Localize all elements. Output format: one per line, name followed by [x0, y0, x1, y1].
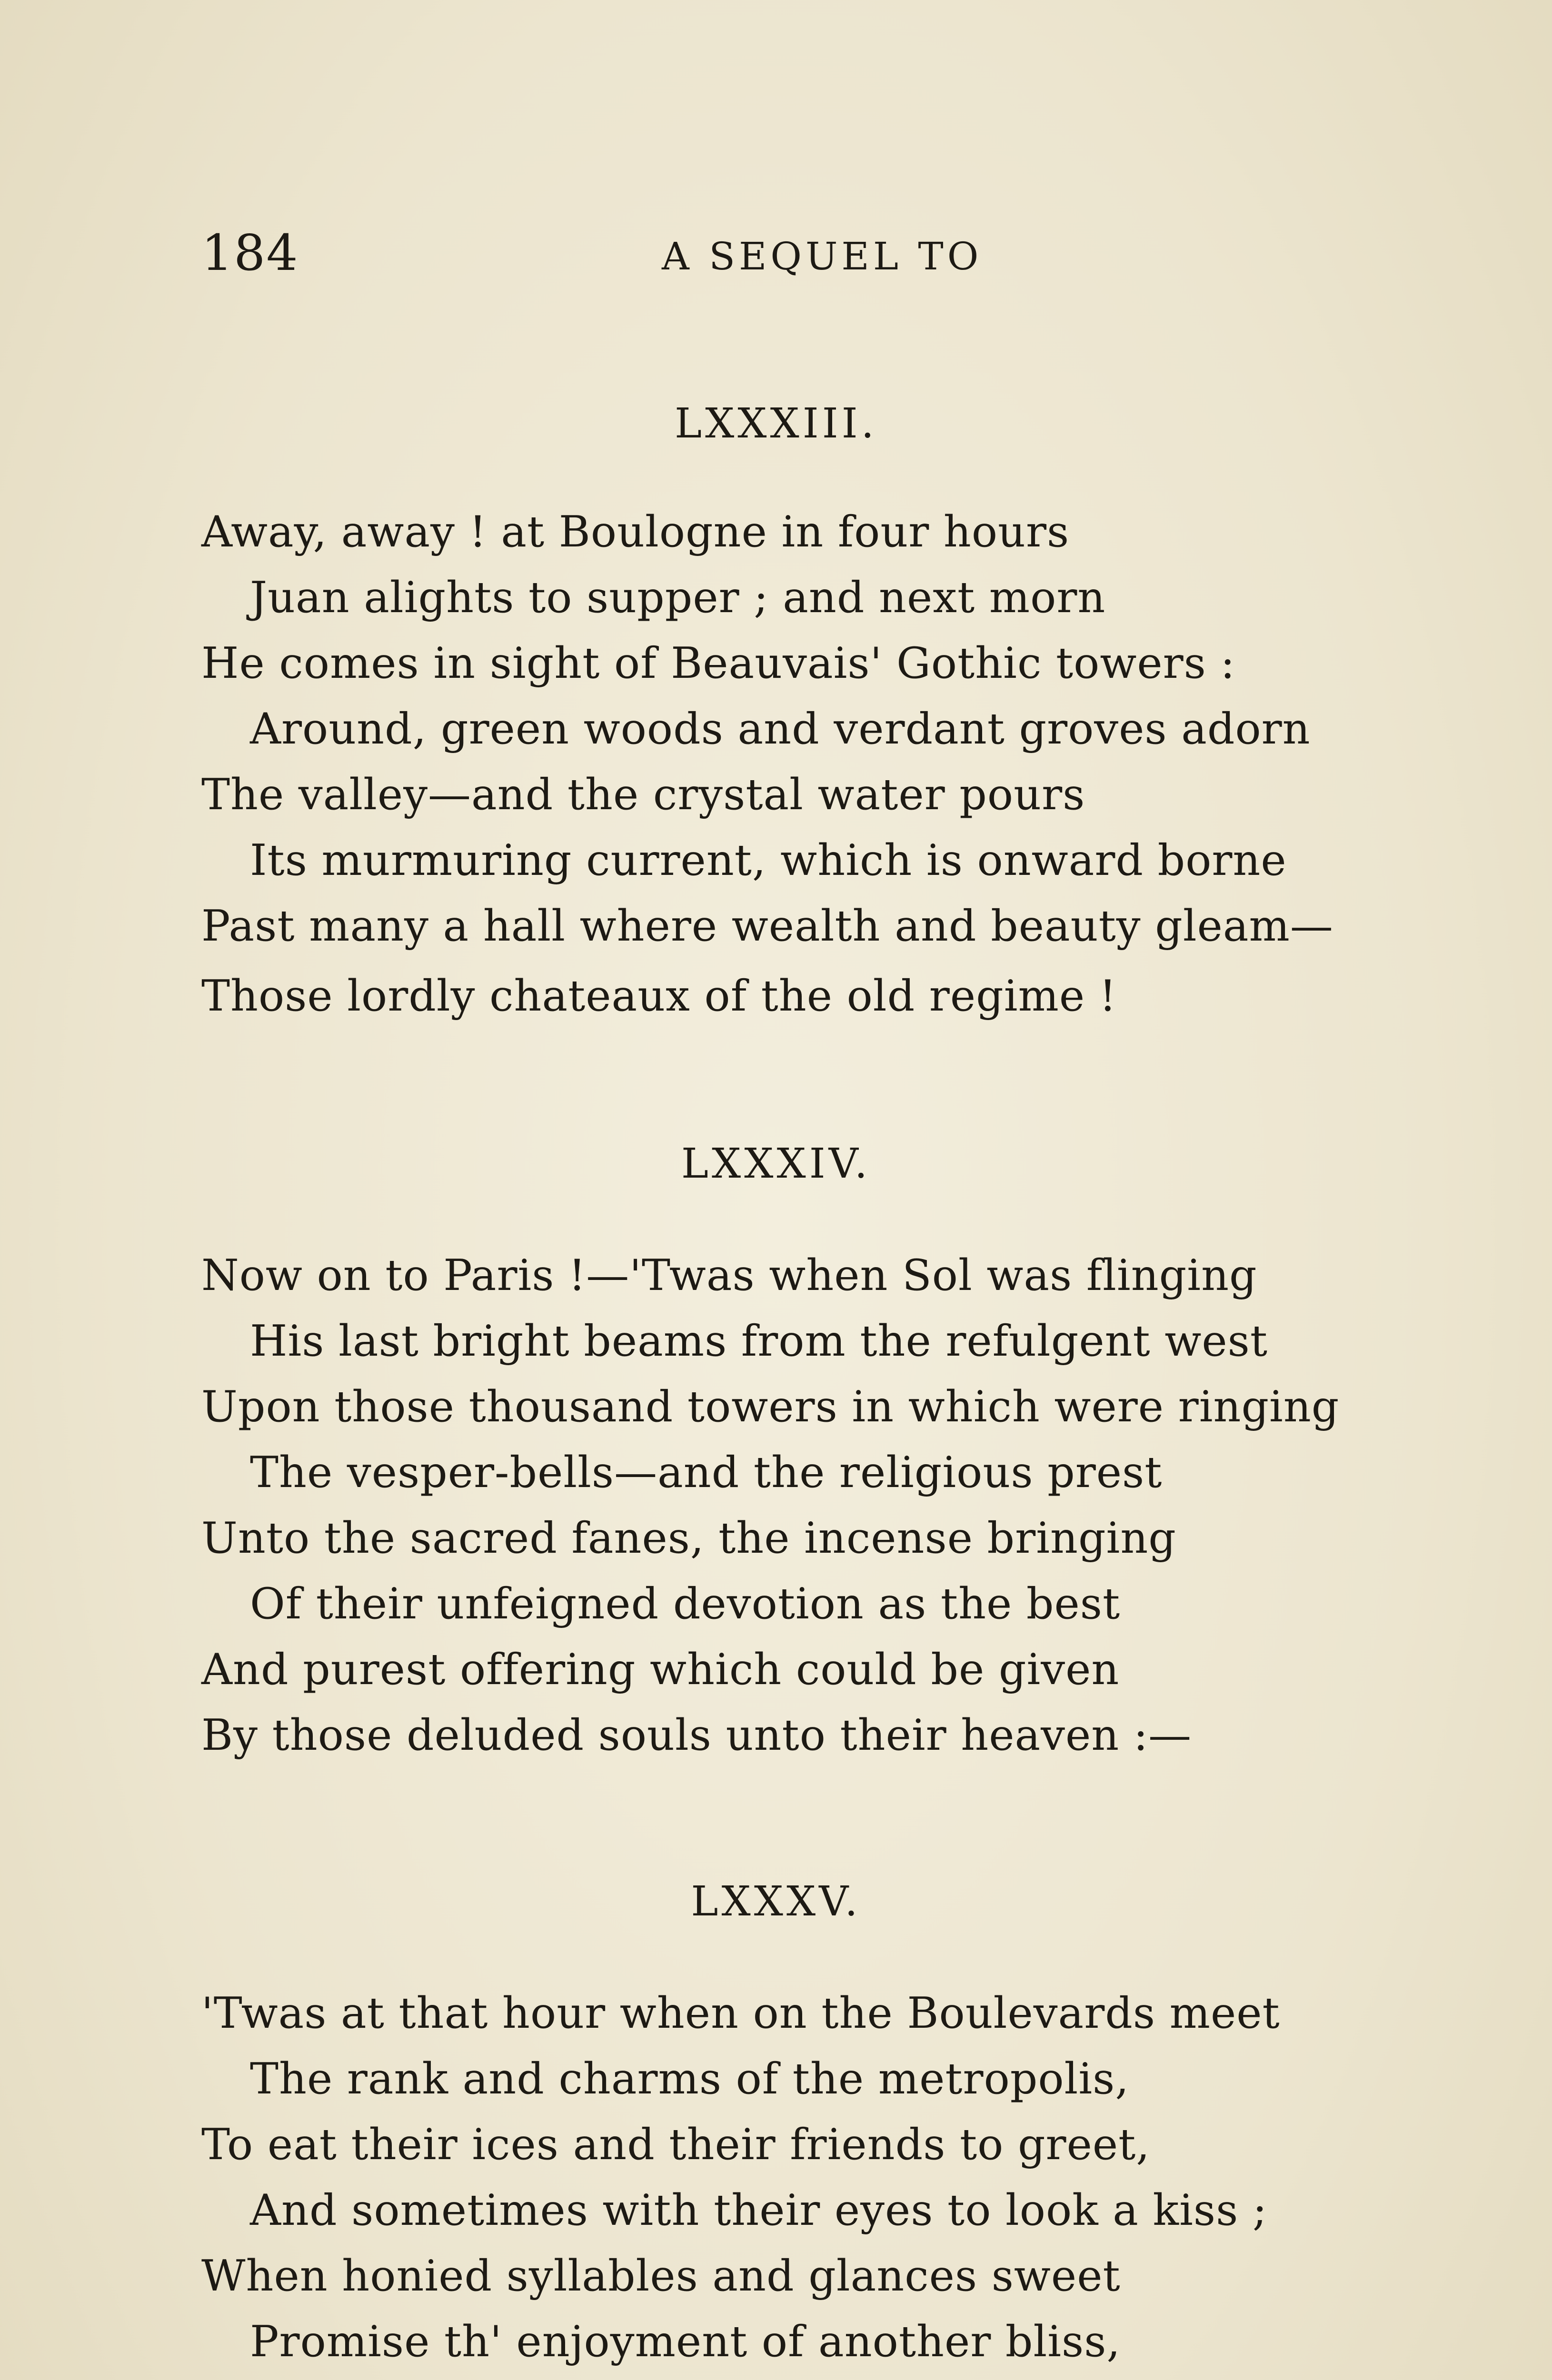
- verse-line: Around, green woods and verdant groves adorn: [250, 704, 1311, 754]
- verse-line: Now on to Paris !—'Twas when Sol was flinging: [201, 1250, 1257, 1300]
- verse-line: And purest offering which could be given: [201, 1645, 1120, 1695]
- page-number: 184: [201, 224, 299, 282]
- verse-line: The valley—and the crystal water pours: [201, 770, 1085, 820]
- verse-line: The rank and charms of the metropolis,: [250, 2054, 1129, 2104]
- verse-line: By those deluded souls unto their heaven :—: [201, 1710, 1192, 1760]
- stanza-number: LXXXIII.: [674, 400, 878, 447]
- verse-line: Promise th' enjoyment of another bliss,: [250, 2317, 1121, 2367]
- verse-line: Its murmuring current, which is onward borne: [250, 835, 1287, 885]
- stanza-number: LXXXIV.: [681, 1140, 871, 1188]
- verse-line: Away, away ! at Boulogne in four hours: [201, 507, 1070, 557]
- verse-line: Past many a hall where wealth and beauty gleam—: [201, 901, 1333, 951]
- stanza-number: LXXXV.: [691, 1878, 861, 1925]
- verse-line: 'Twas at that hour when on the Boulevards meet: [201, 1988, 1280, 2038]
- verse-line: He comes in sight of Beauvais' Gothic towers :: [201, 638, 1235, 688]
- verse-line: Juan alights to supper ; and next morn: [250, 573, 1106, 623]
- verse-line: Those lordly chateaux of the old regime !: [201, 971, 1117, 1021]
- running-head: A SEQUEL TO: [662, 234, 983, 278]
- verse-line: His last bright beams from the refulgent west: [250, 1316, 1268, 1366]
- verse-line: And sometimes with their eyes to look a kiss ;: [250, 2185, 1268, 2235]
- verse-line: Of their unfeigned devotion as the best: [250, 1579, 1121, 1629]
- verse-line: Upon those thousand towers in which were ringing: [201, 1382, 1340, 1432]
- verse-line: To eat their ices and their friends to greet,: [201, 2120, 1150, 2170]
- verse-line: When honied syllables and glances sweet: [201, 2251, 1121, 2301]
- verse-line: The vesper-bells—and the religious prest: [250, 1448, 1163, 1497]
- verse-line: Unto the sacred fanes, the incense bringing: [201, 1513, 1176, 1563]
